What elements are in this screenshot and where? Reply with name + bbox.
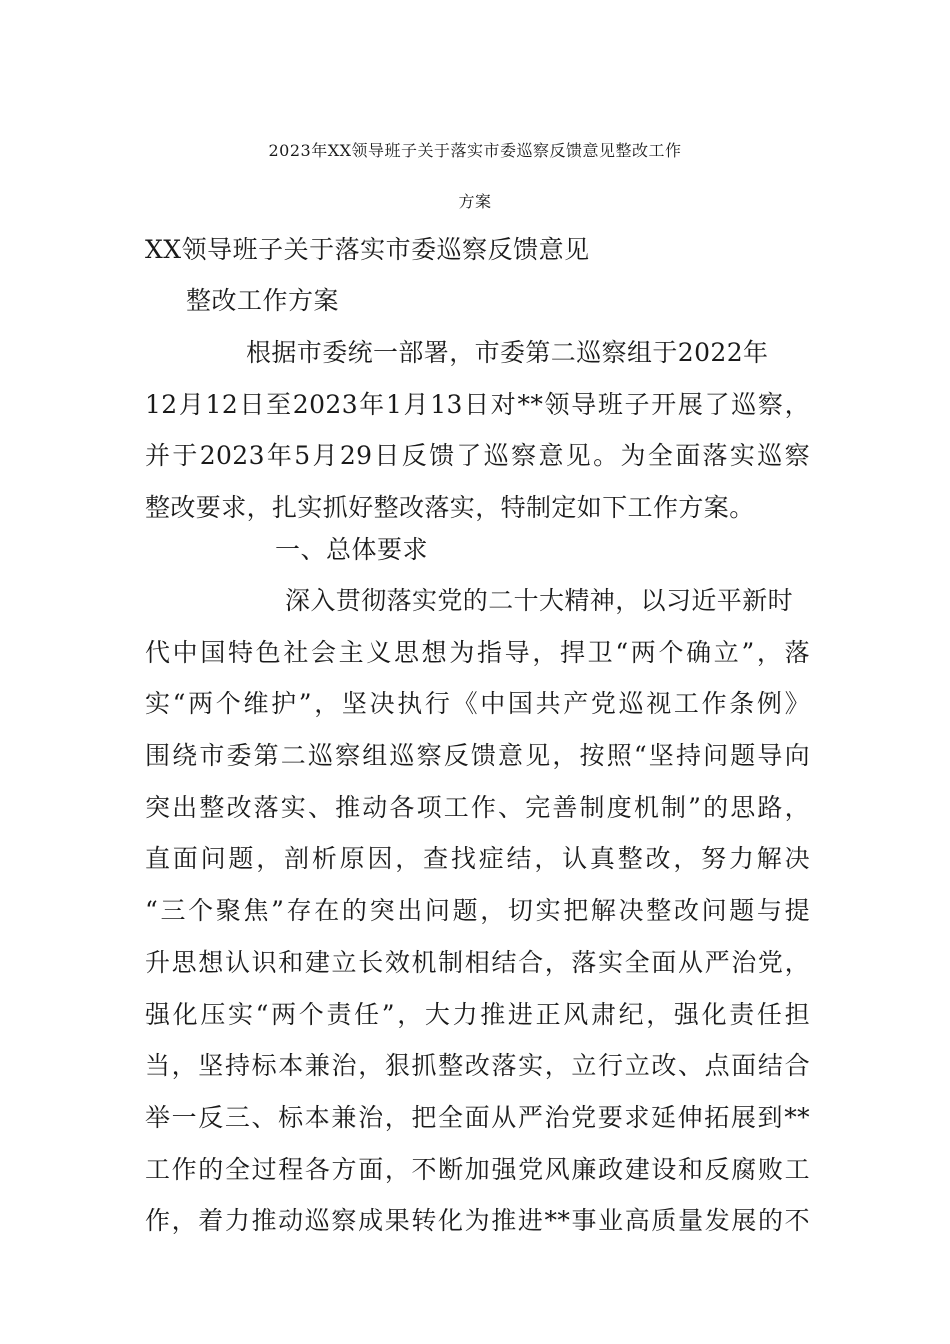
paragraph-line: 12月12日至2023年1月13日对**领导班子开展了巡察， — [145, 389, 810, 419]
document-title-line2: 方案 — [458, 192, 492, 211]
paragraph-line: 突出整改落实、推动各项工作、完善制度机制”的思路， — [145, 792, 810, 822]
document-subtitle-line1: XX领导班子关于落实市委巡察反馈意见 — [145, 235, 590, 264]
document-subtitle-line2: 整改工作方案 — [186, 286, 340, 315]
paragraph-line: 根据市委统一部署，市委第二巡察组于2022年 — [246, 338, 769, 367]
section-heading: 一、总体要求 — [275, 535, 429, 564]
paragraph-line: 作，着力推动巡察成果转化为推进**事业高质量发展的不 — [145, 1206, 810, 1236]
paragraph-line: 围绕市委第二巡察组巡察反馈意见，按照“坚持问题导向 — [145, 741, 810, 771]
paragraph-line: 工作的全过程各方面，不断加强党风廉政建设和反腐败工 — [145, 1154, 810, 1184]
paragraph-line: 实“两个维护”，坚决执行《中国共产党巡视工作条例》 — [145, 689, 810, 719]
document-title-line1: 2023年XX领导班子关于落实市委巡察反馈意见整改工作 — [268, 141, 682, 160]
paragraph-line: “三个聚焦”存在的突出问题，切实把解决整改问题与提 — [145, 896, 810, 926]
paragraph-line: 并于2023年5月29日反馈了巡察意见。为全面落实巡察 — [145, 441, 810, 471]
paragraph-line: 直面问题，剖析原因，查找症结，认真整改，努力解决 — [145, 844, 810, 874]
paragraph-intro — [145, 335, 810, 542]
paragraph-line: 当，坚持标本兼治，狠抓整改落实，立行立改、点面结合 — [145, 1051, 810, 1081]
paragraph-general-requirements — [145, 583, 810, 1255]
paragraph-line: 整改要求，扎实抓好整改落实，特制定如下工作方案。 — [145, 493, 755, 523]
paragraph-line: 强化压实“两个责任”，大力推进正风肃纪，强化责任担 — [145, 999, 810, 1029]
paragraph-line: 升思想认识和建立长效机制相结合，落实全面从严治党， — [145, 947, 810, 977]
paragraph-line: 代中国特色社会主义思想为指导，捍卫“两个确立”，落 — [145, 637, 810, 667]
paragraph-line: 深入贯彻落实党的二十大精神，以习近平新时 — [285, 586, 794, 615]
paragraph-line: 举一反三、标本兼治，把全面从严治党要求延伸拓展到** — [145, 1102, 810, 1132]
